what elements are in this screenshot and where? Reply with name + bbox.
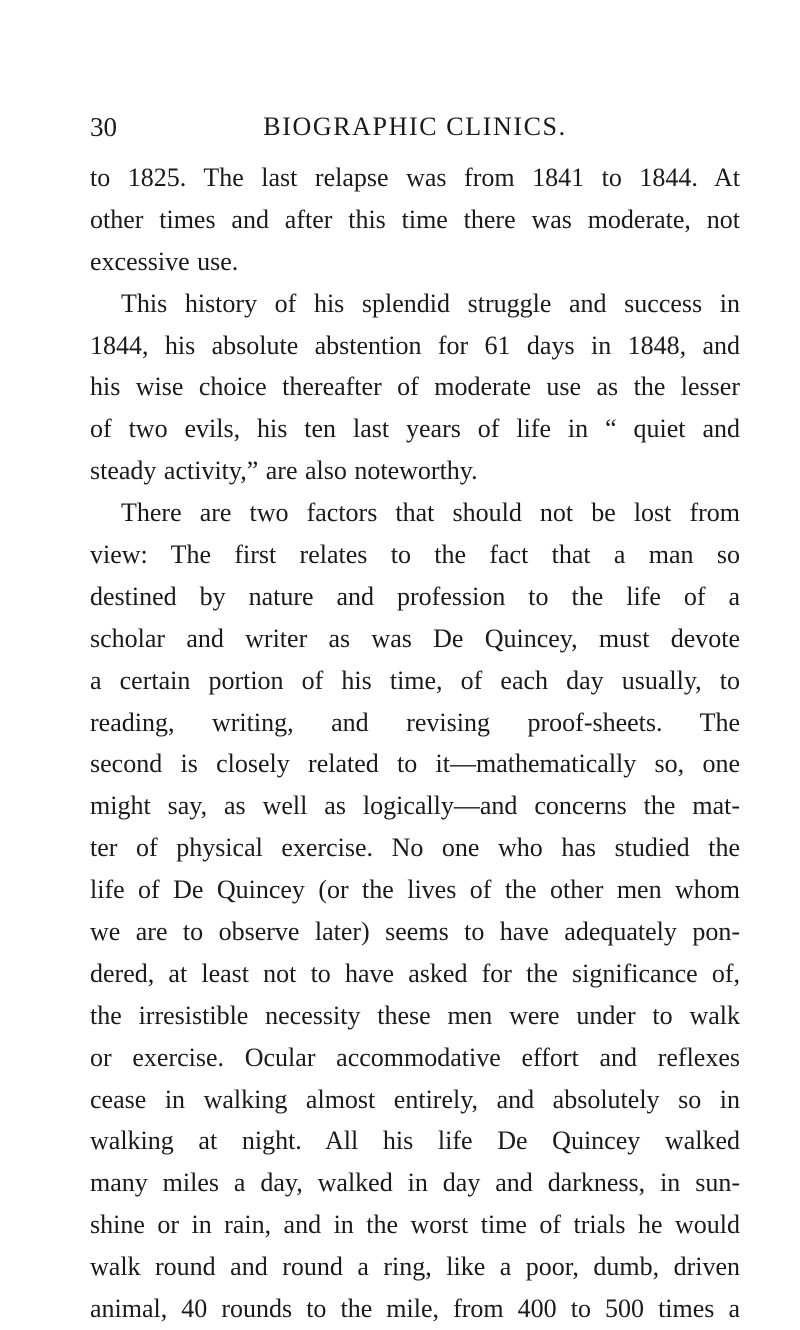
text-line: scholar and writer as was De Quincey, must devote bbox=[90, 623, 740, 653]
text-line: steady activity,” are also noteworthy. bbox=[90, 456, 478, 486]
text-line: dered, at least not to have asked for the significance of, bbox=[90, 958, 740, 988]
text-line: cease in walking almost entirely, and absolutely so in bbox=[90, 1084, 740, 1114]
text-line: the irresistible necessity these men were under to walk bbox=[90, 1000, 740, 1030]
text-line: second is closely related to it—mathematically so, one bbox=[90, 749, 740, 779]
text-line: walk round and round a ring, like a poor, dumb, driven bbox=[90, 1252, 740, 1282]
text-line: other times and after this time there was moderate, not bbox=[90, 204, 740, 234]
text-line: his wise choice thereafter of moderate use as the lesser bbox=[90, 372, 740, 402]
text-line: walking at night. All his life De Quincey walked bbox=[90, 1126, 740, 1156]
text-line: a certain portion of his time, of each day usually, to bbox=[90, 665, 740, 695]
body-text bbox=[90, 157, 740, 1330]
text-line: many miles a day, walked in day and darkness, in sun- bbox=[90, 1168, 740, 1198]
text-line: excessive use. bbox=[90, 246, 239, 276]
text-line: or exercise. Ocular accommodative effort and reflexes bbox=[90, 1042, 740, 1072]
running-title: BIOGRAPHIC CLINICS. bbox=[263, 112, 567, 141]
text-line: life of De Quincey (or the lives of the other men whom bbox=[90, 875, 740, 905]
text-line: reading, writing, and revising proof-sheets. The bbox=[90, 707, 740, 737]
text-line: we are to observe later) seems to have adequately pon- bbox=[90, 917, 740, 947]
running-head bbox=[90, 110, 740, 150]
text-line: destined by nature and profession to the life of a bbox=[90, 581, 740, 611]
text-line: This history of his splendid struggle and success in bbox=[121, 288, 740, 318]
text-line: There are two factors that should not be lost from bbox=[121, 498, 740, 528]
page-number: 30 bbox=[90, 112, 117, 142]
text-line: might say, as well as logically—and concerns the mat- bbox=[90, 791, 740, 821]
text-line: animal, 40 rounds to the mile, from 400 to 500 times a bbox=[90, 1294, 740, 1324]
text-line: ter of physical exercise. No one who has studied the bbox=[90, 833, 740, 863]
text-line: shine or in rain, and in the worst time of trials he would bbox=[90, 1210, 740, 1240]
text-line: 1844, his absolute abstention for 61 days in 1848, and bbox=[90, 330, 740, 360]
text-line: to 1825. The last relapse was from 1841 to 1844. At bbox=[90, 163, 740, 192]
text-line: of two evils, his ten last years of life in “ quiet and bbox=[90, 414, 740, 444]
text-line: view: The first relates to the fact that a man so bbox=[90, 540, 740, 570]
